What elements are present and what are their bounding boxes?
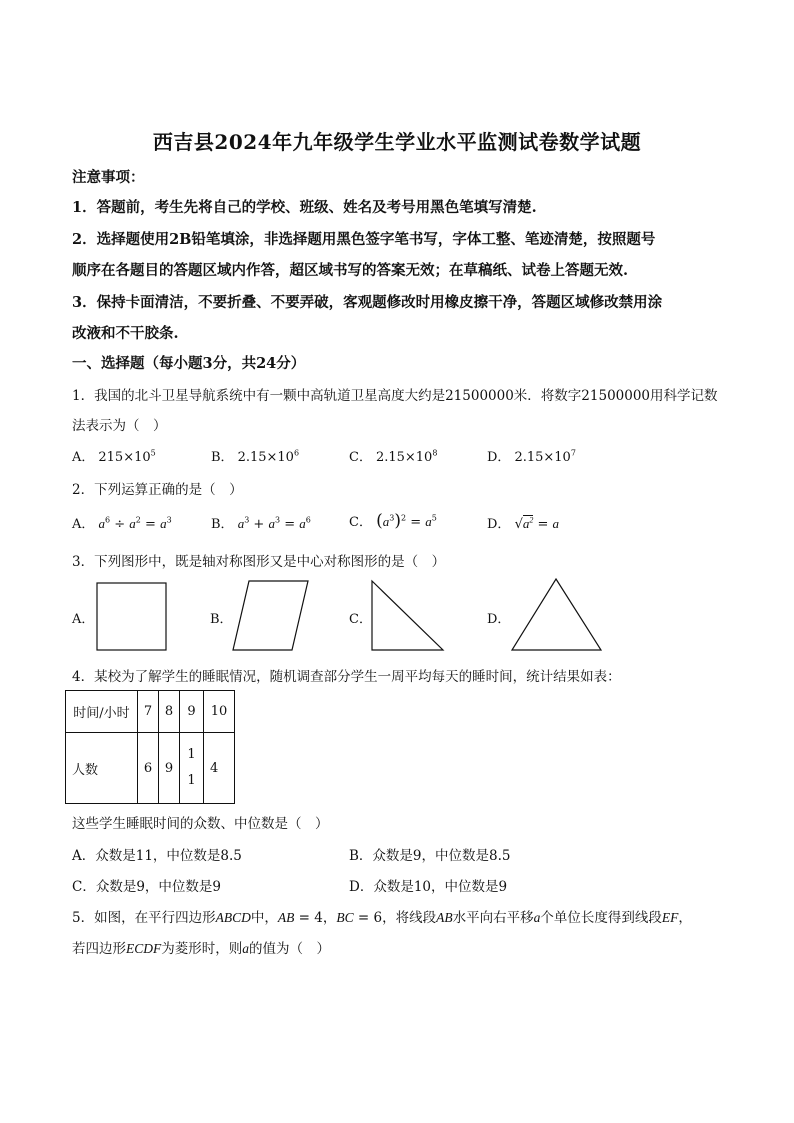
square-shape bbox=[97, 583, 166, 650]
table-cell: 4 bbox=[204, 733, 235, 804]
q5-text: 为菱形时，则 bbox=[161, 941, 243, 957]
q3-right-triangle-figure bbox=[371, 580, 445, 652]
q5-stem-line-1 bbox=[72, 906, 692, 926]
q2-d-exp: 2 bbox=[529, 515, 534, 525]
q2-option-a-label: A． bbox=[72, 517, 95, 532]
q1-option-b-base: 2.15×10 bbox=[237, 450, 294, 465]
q1-option-d-label: D． bbox=[487, 450, 511, 465]
q4-option-d: D．众数是10，中位数是9 bbox=[349, 879, 508, 895]
q2-c-exp-result: 5 bbox=[431, 513, 437, 523]
q2-c-var-1: a bbox=[382, 514, 390, 529]
table-cell: 人数 bbox=[66, 733, 138, 804]
q3-option-b-label: B． bbox=[210, 612, 233, 627]
q2-c-exp-inner: 3 bbox=[389, 513, 395, 523]
q5-text: 的值为（ ） bbox=[249, 941, 330, 957]
q1-option-a-label: A． bbox=[72, 450, 95, 465]
q5-var: EF bbox=[661, 910, 679, 925]
table-cell-wrapped bbox=[180, 733, 204, 804]
parallelogram-shape bbox=[233, 581, 308, 650]
q2-option-d bbox=[487, 513, 559, 532]
table-cell: 8 bbox=[159, 691, 180, 733]
q2-b-var-1: a bbox=[237, 516, 245, 531]
q5-var: a bbox=[242, 941, 249, 956]
q5-text: 5．如图，在平行四边形 bbox=[72, 910, 216, 926]
q4-option-b: B．众数是9，中位数是8.5 bbox=[349, 848, 511, 864]
q2-b-op-plus: + bbox=[249, 517, 269, 532]
q2-a-op-eq: = bbox=[140, 517, 161, 532]
notice-item-2-line-1: 2．选择题使用2B铅笔填涂，非选择题用黑色签字笔书写，字体工整、笔迹清楚，按照题号 bbox=[72, 231, 656, 248]
q1-option-b-label: B． bbox=[211, 450, 234, 465]
q2-c-var-2: a bbox=[425, 514, 432, 529]
q3-square-figure bbox=[96, 582, 168, 652]
q2-option-c bbox=[349, 511, 437, 531]
q4-question: 这些学生睡眠时间的众数、中位数是（ ） bbox=[72, 816, 329, 832]
q2-b-exp-1: 3 bbox=[244, 515, 250, 525]
q2-a-var-1: a bbox=[98, 516, 106, 531]
q5-var: ABCD bbox=[215, 910, 251, 925]
q3-parallelogram-figure bbox=[232, 580, 310, 652]
q2-a-op-div: ÷ bbox=[110, 517, 130, 532]
table-cell: 6 bbox=[138, 733, 159, 804]
notice-item-1: 1．答题前，考生先将自己的学校、班级、姓名及考号用黑色笔填写清楚. bbox=[72, 199, 537, 216]
q2-c-op-eq: = bbox=[406, 515, 426, 530]
q3-option-d-label: D． bbox=[487, 612, 511, 627]
q1-option-c-base: 2.15×10 bbox=[375, 450, 433, 465]
q5-text: 中， bbox=[250, 910, 278, 926]
q2-option-a bbox=[72, 513, 172, 532]
q2-a-var-2: a bbox=[129, 516, 136, 531]
notice-heading: 注意事项： bbox=[72, 169, 145, 186]
table-cell: 9 bbox=[159, 733, 180, 804]
page-title: 西吉县2024年九年级学生学业水平监测试卷数学试题 bbox=[152, 130, 642, 154]
q1-option-c bbox=[349, 446, 437, 465]
q1-stem-line-2: 法表示为（ ） bbox=[72, 418, 167, 434]
q1-option-d bbox=[487, 446, 576, 465]
q2-c-paren-left: ( bbox=[376, 511, 383, 531]
q2-a-var-3: a bbox=[160, 516, 167, 531]
q5-var: AB bbox=[277, 910, 295, 925]
q1-option-d-exp: 7 bbox=[570, 448, 576, 458]
q3-triangle-figure bbox=[511, 578, 603, 652]
q2-d-var-2: a bbox=[552, 516, 560, 531]
q2-option-c-label: C． bbox=[349, 515, 372, 530]
q3-stem: 3．下列图形中，既是轴对称图形又是中心对称图形的是（ ） bbox=[72, 554, 446, 570]
q4-stem: 4．某校为了解学生的睡眠情况，随机调查部分学生一周平均每天的睡时间，统计结果如表： bbox=[72, 669, 621, 685]
q2-option-b bbox=[211, 513, 311, 532]
isosceles-triangle-shape bbox=[512, 579, 601, 650]
table-cell: 9 bbox=[180, 691, 204, 733]
q1-option-b-exp: 6 bbox=[293, 448, 300, 458]
q1-option-a bbox=[72, 446, 156, 465]
q5-text: 水平向右平移 bbox=[452, 910, 534, 926]
q2-stem: 2．下列运算正确的是（ ） bbox=[72, 482, 243, 498]
q5-text: 个单位长度得到线段 bbox=[540, 910, 662, 926]
q2-d-radicand bbox=[523, 515, 534, 531]
q5-text: 若四边形 bbox=[72, 941, 126, 957]
notice-item-2-line-2: 顺序在各题目的答题区域内作答，超区域书写的答案无效；在草稿纸、试卷上答题无效. bbox=[72, 262, 629, 279]
q2-a-exp-2: 2 bbox=[135, 515, 141, 525]
right-triangle-shape bbox=[372, 581, 443, 650]
q5-var: AB bbox=[436, 910, 453, 925]
q2-d-sqrt-sign: √ bbox=[514, 517, 523, 532]
q4-option-c: C．众数是9，中位数是9 bbox=[72, 879, 222, 895]
q1-option-c-label: C． bbox=[349, 450, 372, 465]
sleep-time-table bbox=[65, 690, 235, 804]
q2-b-var-2: a bbox=[268, 516, 275, 531]
table-cell: 7 bbox=[138, 691, 159, 733]
q1-option-a-exp: 5 bbox=[150, 448, 156, 458]
q4-option-a: A．众数是11，中位数是8.5 bbox=[72, 848, 242, 864]
q2-a-exp-3: 3 bbox=[166, 515, 172, 525]
q2-option-b-label: B． bbox=[211, 517, 234, 532]
q2-c-exp-outer: 2 bbox=[400, 513, 407, 523]
q1-option-b bbox=[211, 446, 299, 465]
notice-item-3-line-1: 3．保持卡面清洁，不要折叠、不要弄破，客观题修改时用橡皮擦干净，答题区域修改禁用涂 bbox=[72, 294, 663, 311]
q2-a-exp-1: 6 bbox=[105, 515, 111, 525]
table-cell-digit: 1 bbox=[187, 747, 196, 762]
notice-item-3-line-2: 改液和不干胶条. bbox=[72, 325, 179, 342]
q2-c-paren-right: ) bbox=[394, 511, 401, 531]
section-heading-choice: 一、选择题（每小题3分，共24分） bbox=[72, 355, 306, 372]
table-cell: 10 bbox=[204, 691, 235, 733]
q5-stem-line-2 bbox=[72, 937, 330, 957]
q2-d-op-eq: = bbox=[533, 517, 553, 532]
q5-var: BC bbox=[336, 910, 354, 925]
q5-var: ECDF bbox=[126, 941, 162, 956]
q5-text: = 4， bbox=[294, 910, 337, 926]
q1-option-d-base: 2.15×10 bbox=[514, 450, 571, 465]
table-row-hours bbox=[66, 691, 235, 733]
table-row-count bbox=[66, 733, 235, 804]
table-cell: 时间/小时 bbox=[66, 691, 138, 733]
q2-b-exp-3: 6 bbox=[305, 515, 311, 525]
q1-stem-line-1: 1．我国的北斗卫星导航系统中有一颗中高轨道卫星高度大约是21500000米．将数字21500000用科学记数 bbox=[72, 388, 718, 404]
q1-option-c-exp: 8 bbox=[432, 448, 438, 458]
table-cell-digit: 1 bbox=[187, 773, 196, 788]
q3-option-a-label: A． bbox=[72, 612, 95, 627]
q2-b-var-3: a bbox=[299, 516, 306, 531]
q2-option-d-label: D． bbox=[487, 517, 511, 532]
q2-b-op-eq: = bbox=[280, 517, 300, 532]
q5-var: a bbox=[533, 910, 541, 925]
q1-option-a-base: 215×10 bbox=[98, 450, 151, 465]
q2-d-var-1: a bbox=[522, 516, 530, 531]
q5-text: = 6，将线段 bbox=[353, 910, 437, 926]
q2-b-exp-2: 3 bbox=[274, 515, 281, 525]
q5-text: ， bbox=[678, 910, 692, 926]
q3-option-c-label: C． bbox=[349, 612, 372, 627]
